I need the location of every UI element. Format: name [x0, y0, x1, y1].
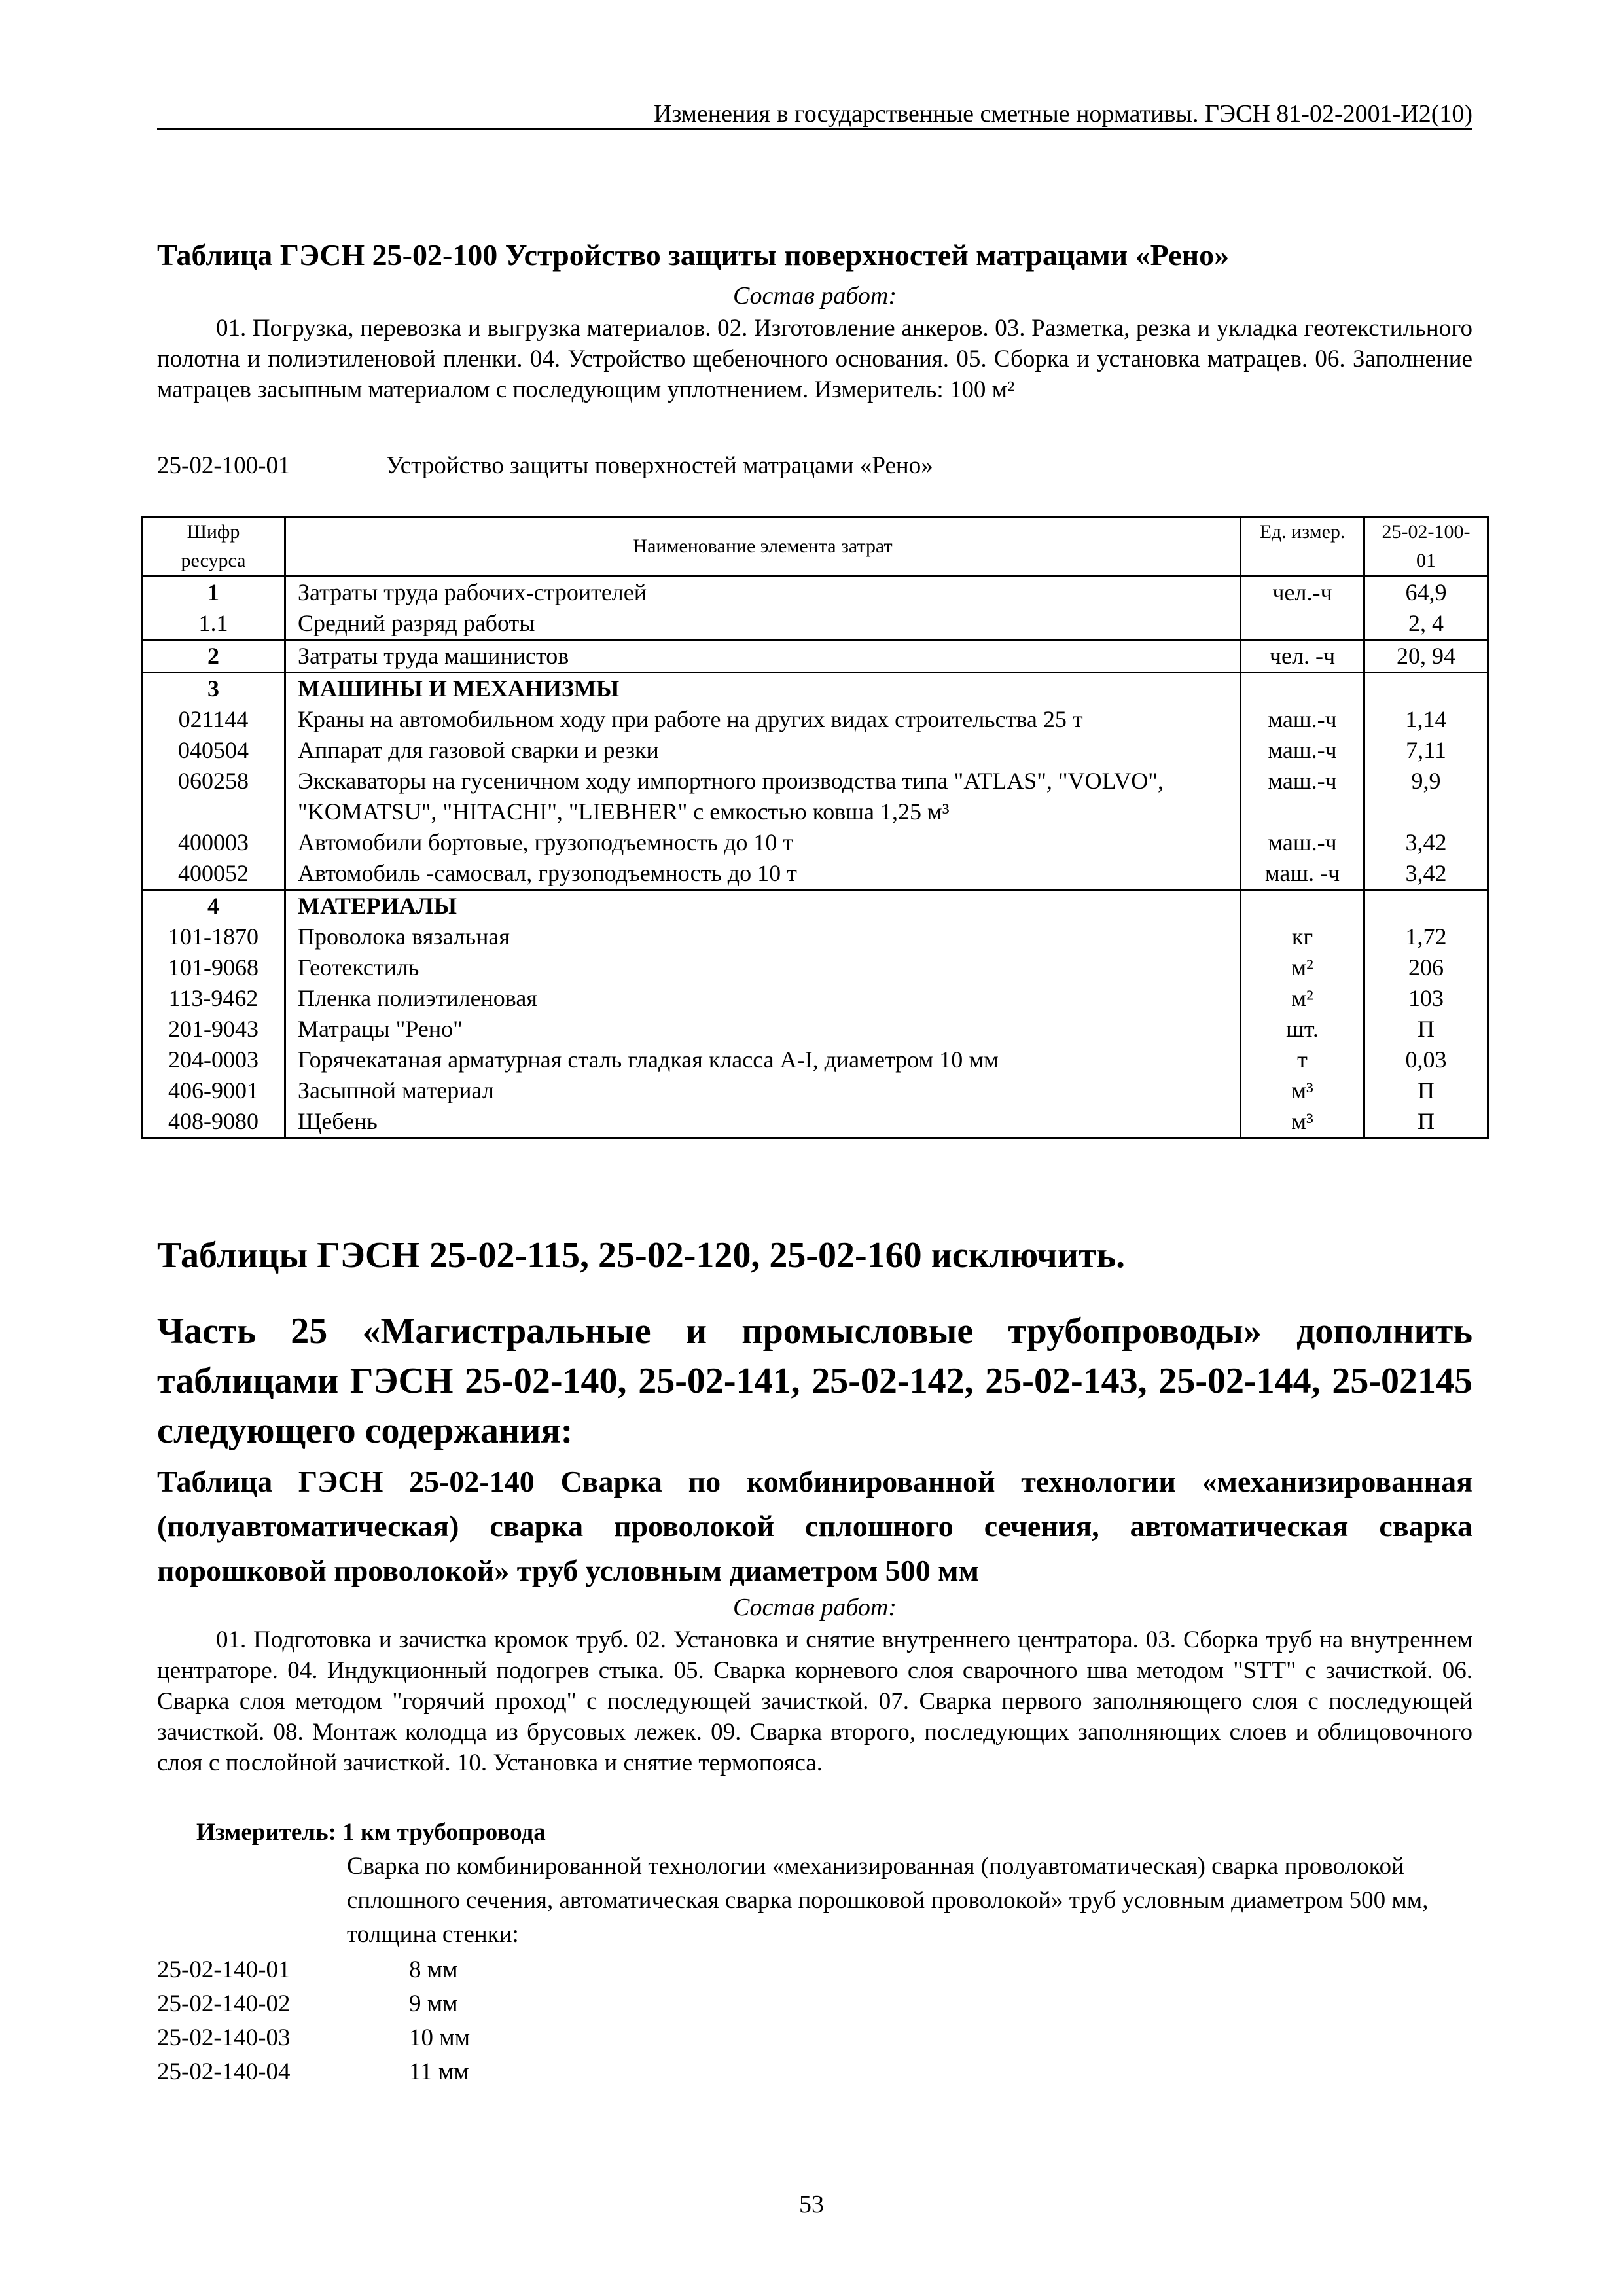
cell-code: 400003 [142, 827, 285, 858]
cell-unit: т [1241, 1045, 1364, 1075]
cell-unit: м³ [1241, 1106, 1364, 1138]
section2-composition-label: Состав работ: [732, 1594, 897, 1621]
cell-unit: чел.-ч [1241, 577, 1364, 609]
norm-code: 25-02-100-01 [157, 452, 291, 479]
table-row [142, 673, 1488, 705]
cell-value: П [1364, 1014, 1488, 1045]
cell-unit [1241, 608, 1364, 640]
table-row [142, 577, 1488, 609]
cell-unit: маш.-ч [1241, 827, 1364, 858]
table-row [142, 922, 1488, 952]
header-code: Шифр ресурса [142, 517, 285, 577]
table-row [142, 858, 1488, 890]
cell-code: 021144 [142, 704, 285, 735]
cell-code: 204-0003 [142, 1045, 285, 1075]
cell-name: Экскаваторы на гусеничном ходу импортного производства типа "ATLAS", "VOLVO", "KOMATSU", "HITACHI", "LIEBHER" с емкостью ковша 1,25 м³ [285, 766, 1241, 827]
section1-composition-text: 01. Погрузка, перевозка и выгрузка материалов. 02. Изготовление анкеров. 03. Разметка, резка и укладка геотекстильного полотна и полиэтиленовой пленки. 04. Устройство щебеночного основания. 05. Сборка и установка матрацев. 06. Заполнение матрацев засыпным материалом с последующим уплотнением. Измеритель: 100 м² [157, 315, 1472, 403]
cell-name: Автомобили бортовые, грузоподъемность до 10 т [285, 827, 1241, 858]
table-row [142, 827, 1488, 858]
table-row [142, 952, 1488, 983]
cell-value: 20, 94 [1364, 640, 1488, 673]
cell-unit: м² [1241, 952, 1364, 983]
cell-code: 060258 [142, 766, 285, 827]
header-rule [157, 128, 1472, 130]
section2-items [157, 1953, 1472, 2089]
cell-unit: чел. -ч [1241, 640, 1364, 673]
list-item [157, 1953, 1472, 1987]
item-code: 25-02-140-02 [157, 1990, 291, 2017]
running-header: Изменения в государственные сметные нормативы. ГЭСН 81-02-2001-И2(10) [653, 100, 1472, 128]
cell-code: 101-9068 [142, 952, 285, 983]
cell-name: Аппарат для газовой сварки и резки [285, 735, 1241, 766]
cell-name: Краны на автомобильном ходу при работе на других видах строительства 25 т [285, 704, 1241, 735]
cell-name: Затраты труда рабочих-строителей [285, 577, 1241, 609]
table-row [142, 1075, 1488, 1106]
cell-name: Проволока вязальная [285, 922, 1241, 952]
item-value: 9 мм [409, 1990, 458, 2017]
section2-measure: Измеритель: 1 км трубопровода [196, 1819, 546, 1846]
cell-code: 201-9043 [142, 1014, 285, 1045]
section1-norm-line [157, 450, 1472, 481]
table-row [142, 640, 1488, 673]
cell-unit: м² [1241, 983, 1364, 1014]
cell-code: 2 [142, 640, 285, 673]
cell-unit: маш.-ч [1241, 735, 1364, 766]
cell-name: МАТЕРИАЛЫ [285, 890, 1241, 922]
cell-value: 3,42 [1364, 858, 1488, 890]
cell-unit: маш.-ч [1241, 766, 1364, 827]
table-row [142, 608, 1488, 640]
cell-code: 4 [142, 890, 285, 922]
list-item [157, 2021, 1472, 2055]
cell-code: 406-9001 [142, 1075, 285, 1106]
table-row [142, 1014, 1488, 1045]
cell-value [1364, 673, 1488, 705]
cell-value: 103 [1364, 983, 1488, 1014]
section1-title: Таблица ГЭСН 25-02-100 Устройство защиты поверхностей матрацами «Рено» [157, 238, 1230, 272]
section2-title: Таблица ГЭСН 25-02-140 Сварка по комбинированной технологии «механизированная (полуавтоматическая) сварка проволокой сплошного сечения, автоматическая сварка порошковой проволокой» труб условным диаметром 500 мм [157, 1465, 1472, 1587]
item-code: 25-02-140-04 [157, 2058, 291, 2085]
cell-code: 3 [142, 673, 285, 705]
section2-description: Сварка по комбинированной технологии «механизированная (полуавтоматическая) сварка проволокой сплошного сечения, автоматическая сварка порошковой проволокой» труб условным диаметром 500 мм, толщина стенки: [347, 1853, 1429, 1948]
cell-name: Затраты труда машинистов [285, 640, 1241, 673]
table-body [142, 577, 1488, 1138]
cell-code: 040504 [142, 735, 285, 766]
cell-code: 400052 [142, 858, 285, 890]
table-row [142, 735, 1488, 766]
header-value: 25-02-100-01 [1364, 517, 1488, 577]
resource-table [141, 516, 1489, 1139]
cell-value: 1,14 [1364, 704, 1488, 735]
cell-code: 101-1870 [142, 922, 285, 952]
cell-value: П [1364, 1075, 1488, 1106]
cell-name: Щебень [285, 1106, 1241, 1138]
table-row [142, 766, 1488, 827]
cell-name: Засыпной материал [285, 1075, 1241, 1106]
cell-value [1364, 890, 1488, 922]
cell-unit: шт. [1241, 1014, 1364, 1045]
cell-unit: маш. -ч [1241, 858, 1364, 890]
cell-value: 64,9 [1364, 577, 1488, 609]
table-row [142, 983, 1488, 1014]
list-item [157, 1987, 1472, 2021]
cell-value: 206 [1364, 952, 1488, 983]
cell-code: 408-9080 [142, 1106, 285, 1138]
item-code: 25-02-140-01 [157, 1956, 291, 1983]
cell-code: 113-9462 [142, 983, 285, 1014]
cell-value: 0,03 [1364, 1045, 1488, 1075]
cell-value: 1,72 [1364, 922, 1488, 952]
section1-composition-label: Состав работ: [732, 282, 897, 310]
table-row [142, 890, 1488, 922]
cell-name: Горячекатаная арматурная сталь гладкая класса А-I, диаметром 10 мм [285, 1045, 1241, 1075]
cell-name: Средний разряд работы [285, 608, 1241, 640]
notice-part: Часть 25 «Магистральные и промысловые трубопроводы» дополнить таблицами ГЭСН 25-02-140, 25-02-141, 25-02-142, 25-02-143, 25-02-144, 25-02145 следующего содержания: [157, 1311, 1472, 1451]
cell-code: 1 [142, 577, 285, 609]
cell-unit: м³ [1241, 1075, 1364, 1106]
cell-value: 3,42 [1364, 827, 1488, 858]
page-number: 53 [799, 2191, 824, 2218]
item-code: 25-02-140-03 [157, 2024, 291, 2051]
cell-name: Геотекстиль [285, 952, 1241, 983]
cell-name: Автомобиль -самосвал, грузоподъемность до 10 т [285, 858, 1241, 890]
header-unit: Ед. измер. [1241, 517, 1364, 577]
header-name: Наименование элемента затрат [285, 517, 1241, 577]
table-header-row [142, 517, 1488, 577]
cell-unit: кг [1241, 922, 1364, 952]
cell-value: 9,9 [1364, 766, 1488, 827]
cell-unit [1241, 890, 1364, 922]
cell-code: 1.1 [142, 608, 285, 640]
table-row [142, 704, 1488, 735]
list-item [157, 2055, 1472, 2089]
item-value: 8 мм [409, 1956, 458, 1983]
cell-name: Пленка полиэтиленовая [285, 983, 1241, 1014]
table-row [142, 1106, 1488, 1138]
item-value: 11 мм [409, 2058, 469, 2085]
cell-unit [1241, 673, 1364, 705]
item-value: 10 мм [409, 2024, 471, 2051]
table-row [142, 1045, 1488, 1075]
cell-value: 7,11 [1364, 735, 1488, 766]
norm-name: Устройство защиты поверхностей матрацами «Рено» [386, 452, 933, 479]
cell-name: Матрацы "Рено" [285, 1014, 1241, 1045]
cell-value: 2, 4 [1364, 608, 1488, 640]
notice-exclude: Таблицы ГЭСН 25-02-115, 25-02-120, 25-02-160 исключить. [157, 1235, 1126, 1276]
cell-unit: маш.-ч [1241, 704, 1364, 735]
cell-value: П [1364, 1106, 1488, 1138]
cell-name: МАШИНЫ И МЕХАНИЗМЫ [285, 673, 1241, 705]
section2-composition-text: 01. Подготовка и зачистка кромок труб. 02. Установка и снятие внутреннего центратора. 03. Сборка труб на внутреннем центраторе. 04. Индукционный подогрев стыка. 05. Сварка корневого слоя сварочного шва методом "STT" с зачисткой. 06. Сварка слоя методом "горячий проход" с последующей зачисткой. 07. Сварка первого заполняющего слоя с последующей зачисткой. 08. Монтаж колодца из брусовых лежек. 09. Сварка второго, последующих заполняющих слоев и облицовочного слоя с послойной зачисткой. 10. Установка и снятие термопояса. [157, 1626, 1472, 1776]
